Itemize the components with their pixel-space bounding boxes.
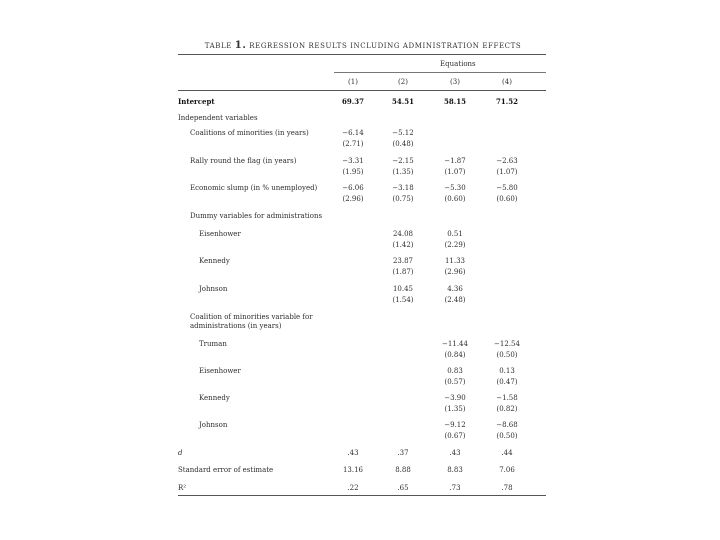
table-title	[178, 40, 548, 51]
row-label: Coalitions of minorities (in years)	[190, 129, 309, 137]
table-title-number: 1.	[234, 40, 247, 51]
column-header: (1)	[348, 78, 358, 86]
table-cell: (1.54)	[392, 296, 414, 304]
table-cell: −12.54	[494, 340, 520, 348]
table-cell: 58.15	[444, 97, 466, 106]
table-cell: 4.36	[447, 285, 463, 293]
table-cell: .43	[347, 449, 359, 457]
row-label: Johnson	[199, 421, 228, 429]
header-rule	[178, 90, 546, 91]
row-label: R²	[178, 484, 187, 492]
table-cell: −3.18	[392, 184, 414, 192]
table-cell: .78	[501, 484, 513, 492]
table-cell: .44	[501, 449, 513, 457]
row-label: Coalition of minorities variable for	[190, 313, 313, 321]
table-cell: 0.83	[447, 367, 463, 375]
equations-header: Equations	[440, 60, 476, 68]
row-label: Kennedy	[199, 257, 230, 265]
table-cell: −5.12	[392, 129, 414, 137]
table-cell: −2.63	[496, 157, 518, 165]
table-cell: (2.96)	[342, 195, 364, 203]
column-header: (4)	[502, 78, 512, 86]
row-label: Kennedy	[199, 394, 230, 402]
table-cell: 24.08	[392, 230, 414, 238]
table-cell: −1.58	[496, 394, 518, 402]
table-cell: 8.88	[395, 466, 411, 474]
table-cell: 69.37	[342, 97, 364, 106]
table-cell: (0.82)	[496, 405, 518, 413]
table-cell: (0.75)	[392, 195, 414, 203]
row-label: Truman	[199, 340, 227, 348]
table-cell: (1.35)	[444, 405, 466, 413]
row-label: Economic slump (in % unemployed)	[190, 184, 318, 192]
table-cell: 0.51	[447, 230, 463, 238]
equations-rule	[334, 72, 546, 73]
column-header: (3)	[450, 78, 460, 86]
row-label: Intercept	[178, 97, 215, 106]
bottom-rule	[178, 495, 546, 496]
table-cell: −11.44	[442, 340, 468, 348]
column-header: (2)	[398, 78, 408, 86]
table-cell: .43	[449, 449, 461, 457]
table-cell: −8.68	[496, 421, 518, 429]
table-cell: (0.60)	[444, 195, 466, 203]
table-cell: (0.48)	[392, 140, 414, 148]
table-cell: (0.50)	[496, 351, 518, 359]
table-cell: 0.13	[499, 367, 515, 375]
table-cell: (0.47)	[496, 378, 518, 386]
table-cell: −3.31	[342, 157, 364, 165]
table-cell: −6.06	[342, 184, 364, 192]
table-cell: −2.15	[392, 157, 414, 165]
table-cell: (1.35)	[392, 168, 414, 176]
table-cell: (2.29)	[444, 241, 466, 249]
table-cell: −1.87	[444, 157, 466, 165]
table-cell: 11.33	[444, 257, 466, 265]
row-label: d	[178, 449, 183, 457]
table-cell: (2.71)	[342, 140, 364, 148]
table-cell: 10.45	[392, 285, 414, 293]
table-cell: −5.30	[444, 184, 466, 192]
table-cell: .73	[449, 484, 461, 492]
row-label: Independent variables	[178, 114, 258, 122]
row-label: Dummy variables for administrations	[190, 212, 323, 220]
table-cell: (1.87)	[392, 268, 414, 276]
row-label: Eisenhower	[199, 367, 241, 375]
table-title-prefix: TABLE	[204, 42, 232, 50]
row-label: Rally round the flag (in years)	[190, 157, 297, 165]
table-cell: −6.14	[342, 129, 364, 137]
table-cell: 54.51	[392, 97, 414, 106]
row-label: Eisenhower	[199, 230, 241, 238]
table-cell: 13.16	[342, 466, 364, 474]
table-cell: (1.07)	[496, 168, 518, 176]
table-cell: −3.90	[444, 394, 466, 402]
table-cell: −9.12	[444, 421, 466, 429]
table-cell: (2.48)	[444, 296, 466, 304]
row-label: Johnson	[199, 285, 228, 293]
table-cell: (2.96)	[444, 268, 466, 276]
top-rule	[178, 54, 546, 55]
table-cell: .37	[397, 449, 409, 457]
row-label: Standard error of estimate	[178, 466, 274, 474]
table-cell: 23.87	[392, 257, 414, 265]
table-cell: (1.95)	[342, 168, 364, 176]
table-cell: (0.84)	[444, 351, 466, 359]
table-cell: 8.83	[447, 466, 463, 474]
table-cell: 7.06	[499, 466, 515, 474]
table-cell: .65	[397, 484, 409, 492]
table-cell: (0.67)	[444, 432, 466, 440]
table-cell: 71.52	[496, 97, 518, 106]
table-title-text: REGRESSION RESULTS INCLUDING ADMINISTRATION EFFECTS	[249, 42, 522, 50]
row-label: administrations (in years)	[190, 322, 282, 330]
table-cell: (1.42)	[392, 241, 414, 249]
table-cell: .22	[347, 484, 359, 492]
table-cell: (0.57)	[444, 378, 466, 386]
table-cell: (0.60)	[496, 195, 518, 203]
table-cell: (0.50)	[496, 432, 518, 440]
table-cell: −5.80	[496, 184, 518, 192]
table-cell: (1.07)	[444, 168, 466, 176]
